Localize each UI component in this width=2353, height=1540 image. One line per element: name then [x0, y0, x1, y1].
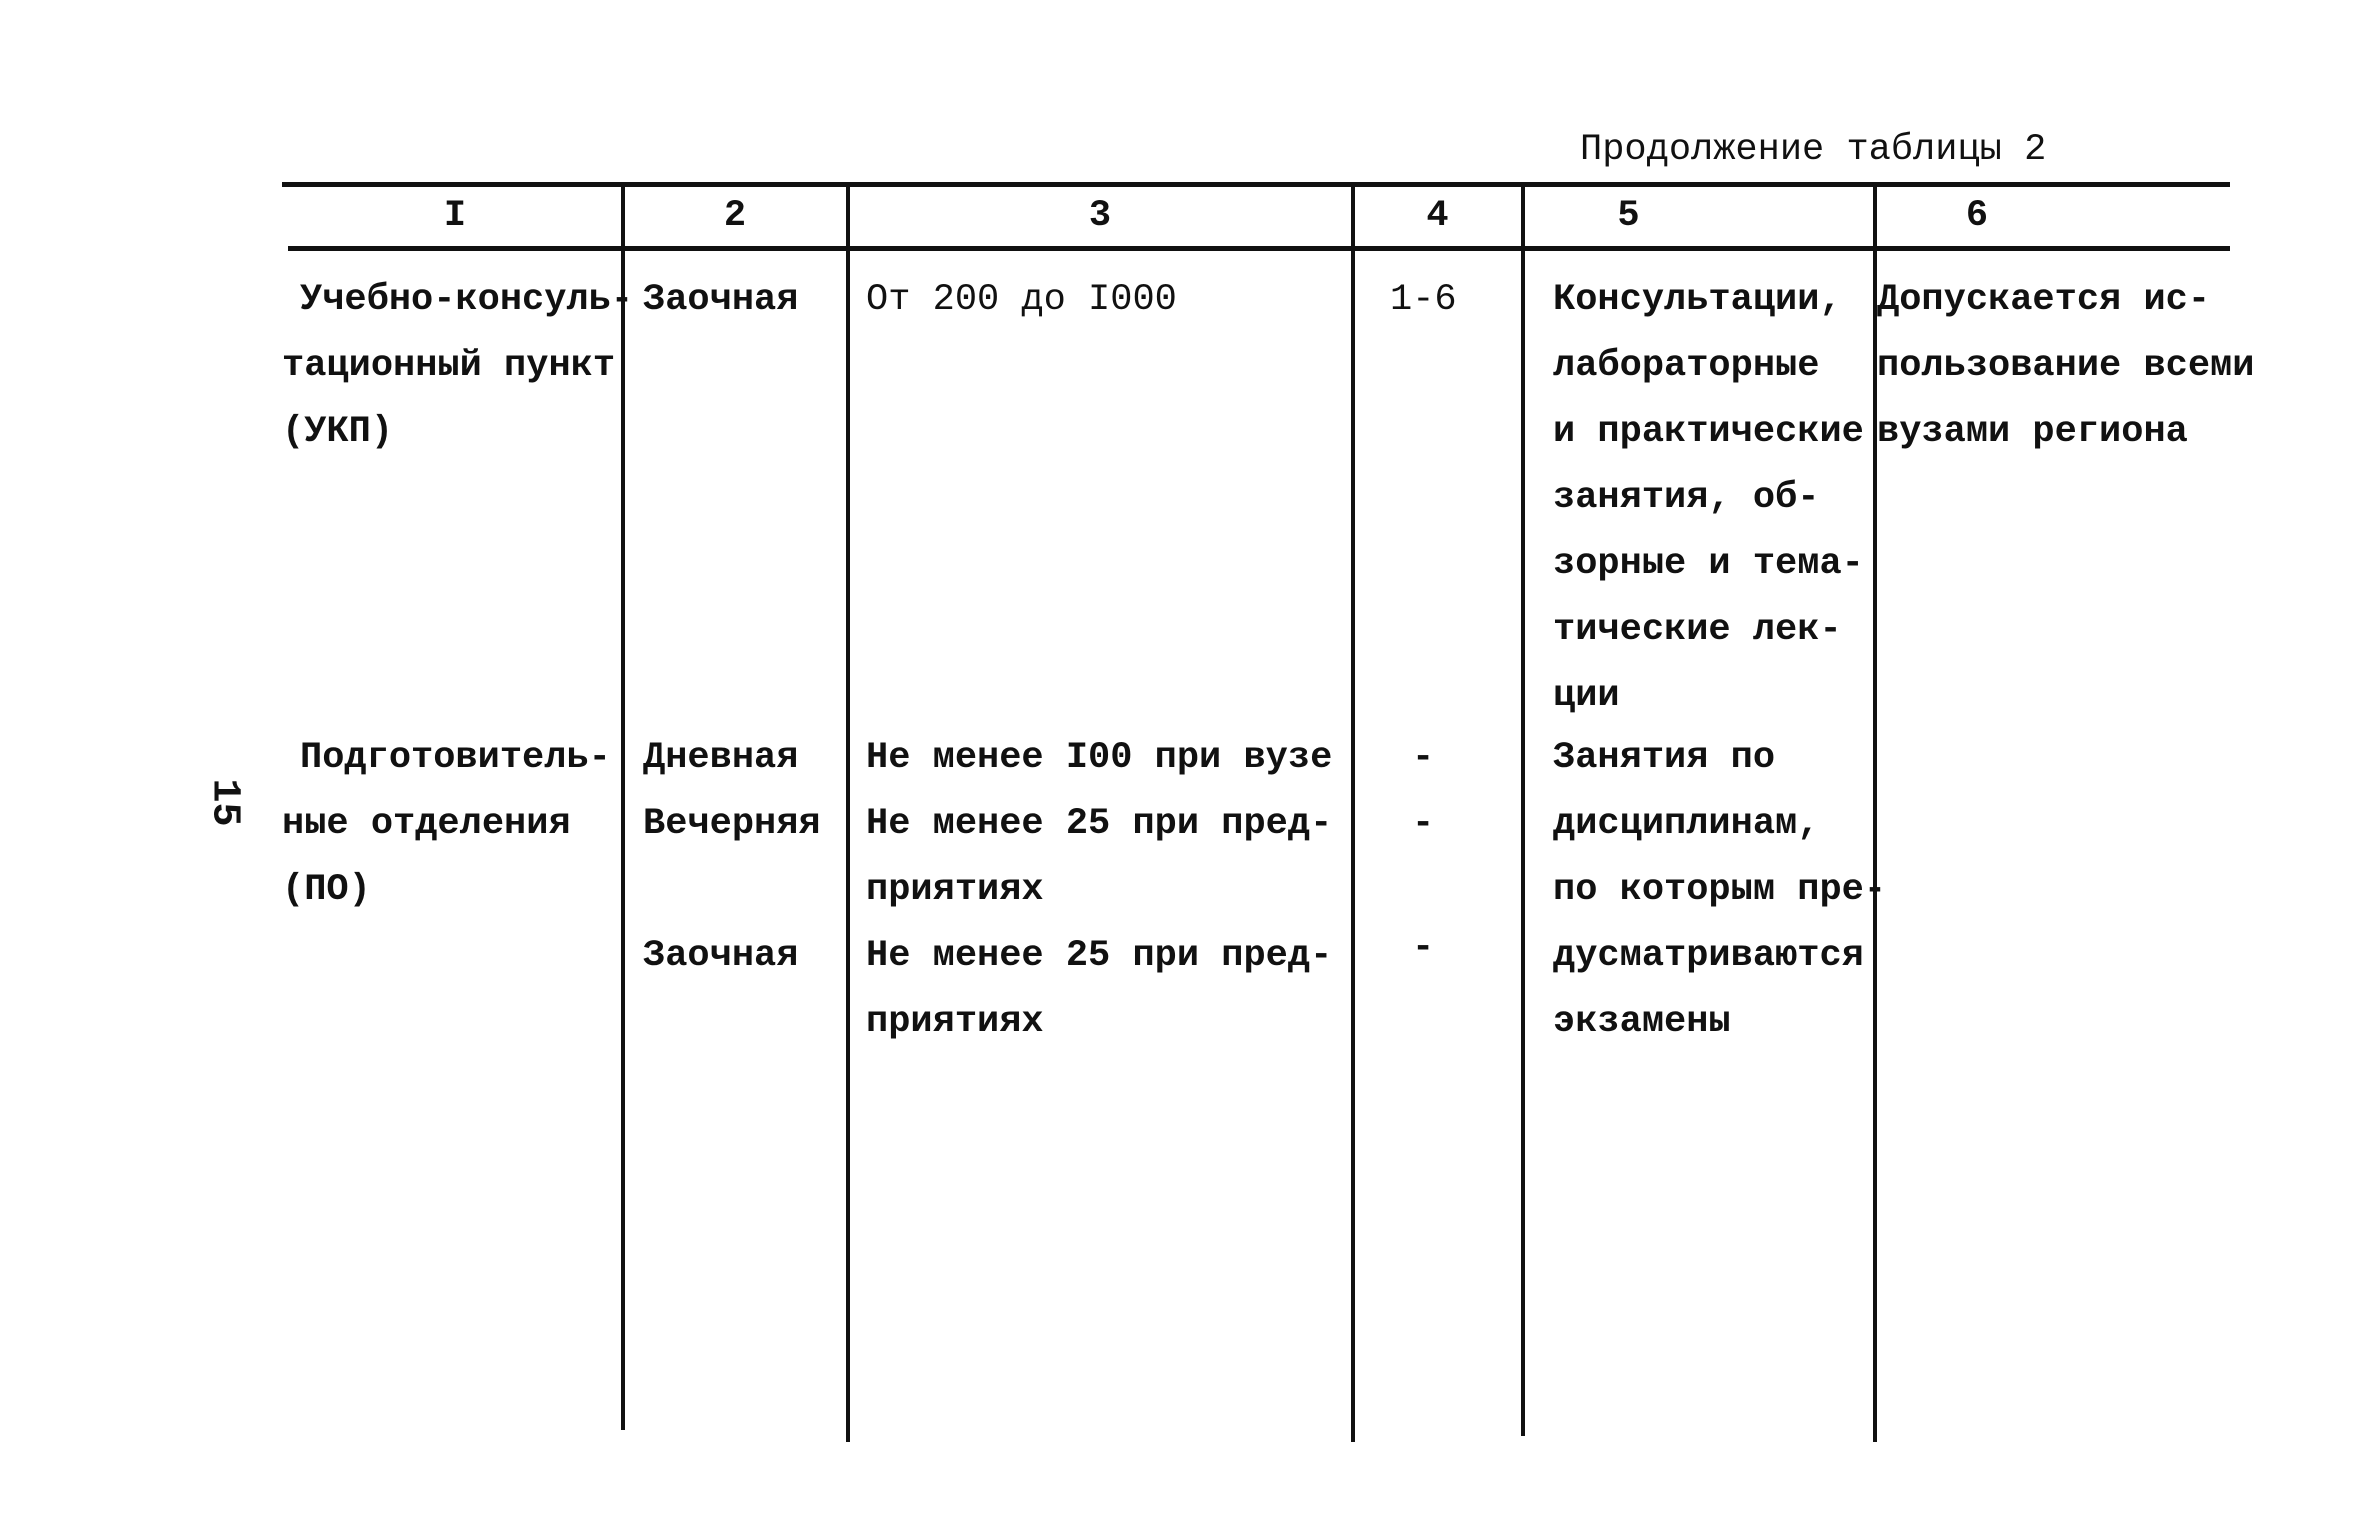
row1-col5-line5: зорные и тема- — [1553, 543, 1864, 585]
row1-col1-line3: (УКП) — [282, 411, 394, 453]
row1-col4-line1: 1-6 — [1390, 279, 1457, 321]
row2-col3-line5: приятиях — [866, 1001, 1044, 1043]
row1-col6-line1: Допускается ис- — [1877, 279, 2211, 321]
column-header-6: 6 — [1965, 195, 1989, 237]
row2-col3-line1: Не менее I00 при вузе — [866, 737, 1333, 779]
row2-col5-line1: Занятия по — [1553, 737, 1776, 779]
row2-col4-line4: - — [1412, 927, 1435, 969]
row2-col2-line2: Вечерняя — [643, 803, 821, 845]
row1-col6-line3: вузами региона — [1877, 411, 2188, 453]
row1-col3-line1: От 200 до I000 — [866, 279, 1177, 321]
row2-col4-line1: - — [1412, 737, 1435, 779]
row1-col5-line3: и практические — [1553, 411, 1864, 453]
column-divider-2 — [846, 184, 850, 1442]
row2-col5-line3: по которым пре- — [1553, 869, 1887, 911]
table-top-rule — [282, 182, 2230, 187]
row2-col2-line1: Дневная — [643, 737, 799, 779]
column-divider-1 — [621, 184, 625, 1430]
row1-col2-line1: Заочная — [643, 279, 799, 321]
column-header-1: I — [443, 195, 467, 237]
row2-col3-line4: Не менее 25 при пред- — [866, 935, 1333, 977]
column-header-2: 2 — [723, 195, 747, 237]
row1-col5-line2: лабораторные — [1553, 345, 1820, 387]
row2-col2-line4: Заочная — [643, 935, 799, 977]
column-header-5: 5 — [1617, 195, 1640, 237]
column-header-4: 4 — [1426, 195, 1449, 237]
column-header-3: 3 — [1088, 195, 1112, 237]
page-number: 15 — [201, 778, 247, 827]
column-divider-4 — [1521, 184, 1525, 1436]
row2-col5-line2: дисциплинам, — [1553, 803, 1820, 845]
row1-col5-line4: занятия, об- — [1553, 477, 1820, 519]
row2-col5-line5: экзамены — [1553, 1001, 1731, 1043]
row2-col4-line2: - — [1412, 803, 1435, 845]
row1-col6-line2: пользование всеми — [1877, 345, 2255, 387]
row2-col1-line1: Подготовитель- — [300, 737, 611, 779]
table-header-rule — [288, 246, 2230, 251]
row1-col5-line6: тические лек- — [1553, 609, 1842, 651]
row2-col3-line2: Не менее 25 при пред- — [866, 803, 1333, 845]
table-caption: Продолжение таблицы 2 — [1580, 129, 2047, 171]
row2-col1-line2: ные отделения — [282, 803, 571, 845]
row2-col5-line4: дусматриваются — [1553, 935, 1864, 977]
row1-col5-line1: Консультации, — [1553, 279, 1842, 321]
row1-col1-line2: тационный пункт — [282, 345, 616, 387]
row1-col1-line1: Учебно-консуль- — [300, 279, 634, 321]
column-divider-3 — [1351, 184, 1355, 1442]
row2-col1-line3: (ПО) — [282, 869, 371, 911]
row2-col3-line3: приятиях — [866, 869, 1044, 911]
row1-col5-line7: ции — [1553, 675, 1620, 717]
